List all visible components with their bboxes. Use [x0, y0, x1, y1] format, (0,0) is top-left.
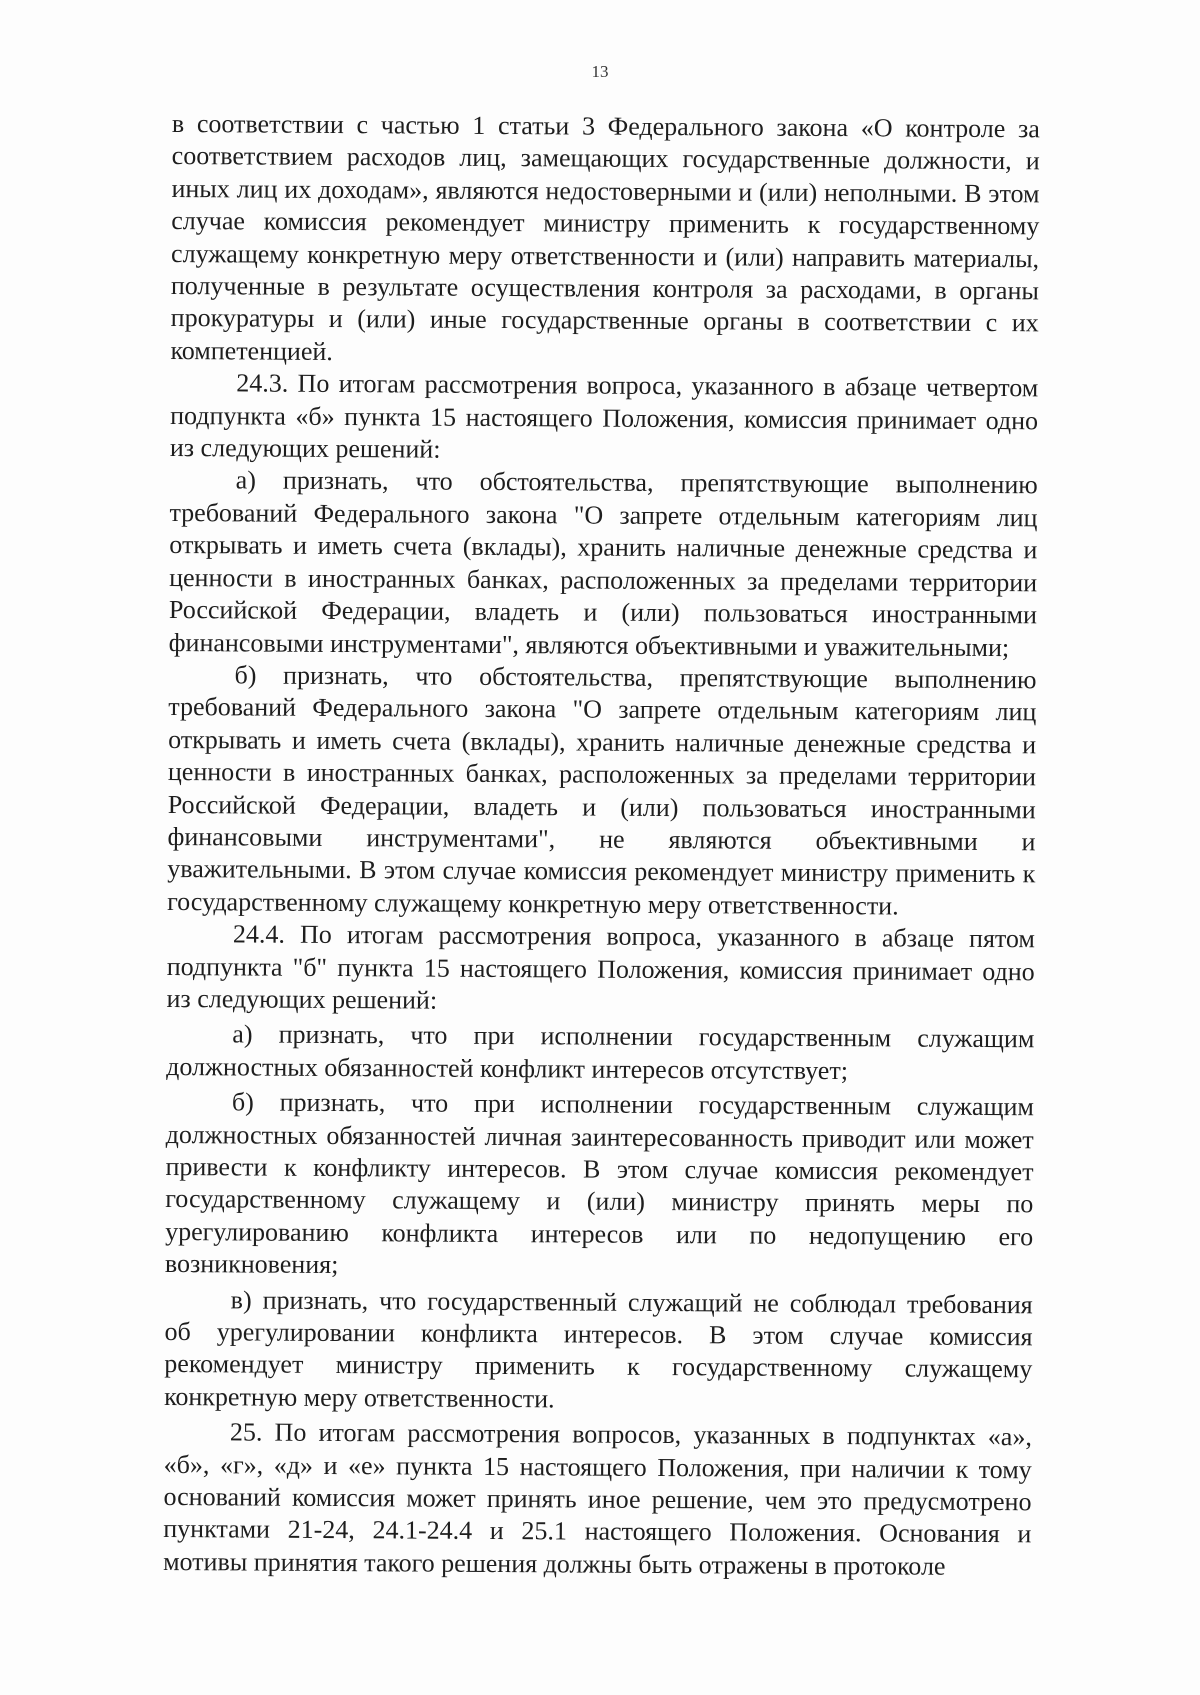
- page-number: 13: [591, 62, 609, 81]
- paragraph-24-4-c: в) признать, что государственный служащий не соблюдал требования об урегулировании конфликта интересов. В этом случае комиссия рекомендует министру применить к государственному служащему конкретную меру ответственности.: [164, 1285, 1033, 1414]
- paragraph-24-4-a: а) признать, что при исполнении государственным служащим должностных обязанностей конфликт интересов отсутствует;: [166, 1019, 1035, 1085]
- paragraph-24-3-b: б) признать, что обстоятельства, препятствующие выполнению требований Федерального закона "О запрете отдельным категориям лиц открывать и иметь счета (вклады), хранить наличные денежные средства и ценности в иностранных банках, расположенных за пределами территории Российской Федерации, владеть и (или) пользоваться иностранными финансовыми инструментами", не являются объективными и уважительными. В этом случае комиссия рекомендует министру применить к государственному служащему конкретную меру ответственности.: [167, 660, 1037, 921]
- paragraph-25: 25. По итогам рассмотрения вопросов, указанных в подпунктах «а», «б», «г», «д» и «е» пункта 15 настоящего Положения, при наличии к тому оснований комиссия может принять иное решение, чем это предусмотрено пунктами 21-24, 24.1-24.4 и 25.1 настоящего Положения. Основания и мотивы принятия такого решения должны быть отражены в протоколе: [163, 1417, 1032, 1581]
- paragraph-24-3-a: а) признать, что обстоятельства, препятствующие выполнению требований Федерального закона "О запрете отдельным категориям лиц открывать и иметь счета (вклады), хранить наличные денежные средства и ценности в иностранных банках, расположенных за пределами территории Российской Федерации, владеть и (или) пользоваться иностранными финансовыми инструментами", являются объективными и уважительными;: [168, 465, 1038, 662]
- paragraph-continuation: в соответствии с частью 1 статьи 3 Федерального закона «О контроле за соответствием расходов лиц, замещающих государственные должности, и иных лиц их доходам», являются недостоверными и (или) неполными. В этом случае комиссия рекомендует министру применить к государственному служащему конкретную меру ответственности и (или) направить материалы, полученные в результате осуществления контроля за расходами, в органы прокуратуры и (или) иные государственные органы в соответствии с их компетенцией.: [170, 108, 1040, 366]
- paragraph-24-3: 24.3. По итогам рассмотрения вопроса, указанного в абзаце четвертом подпункта «б» пункта 15 настоящего Положения, комиссия принимает одно из следующих решений:: [169, 368, 1039, 464]
- document-body: [163, 108, 1040, 1584]
- paragraph-24-4: 24.4. По итогам рассмотрения вопроса, указанного в абзаце пятом подпункта "б" пункта 15 настоящего Положения, комиссия принимает одно из следующих решений:: [166, 919, 1036, 1015]
- paragraph-24-4-b: б) признать, что при исполнении государственным служащим должностных обязанностей личная заинтересованность приводит или может привести к конфликту интересов. В этом случае комиссия рекомендует государственному служащему и (или) министру принять меры по урегулированию конфликта интересов или по недопущению его возникновения;: [164, 1087, 1035, 1280]
